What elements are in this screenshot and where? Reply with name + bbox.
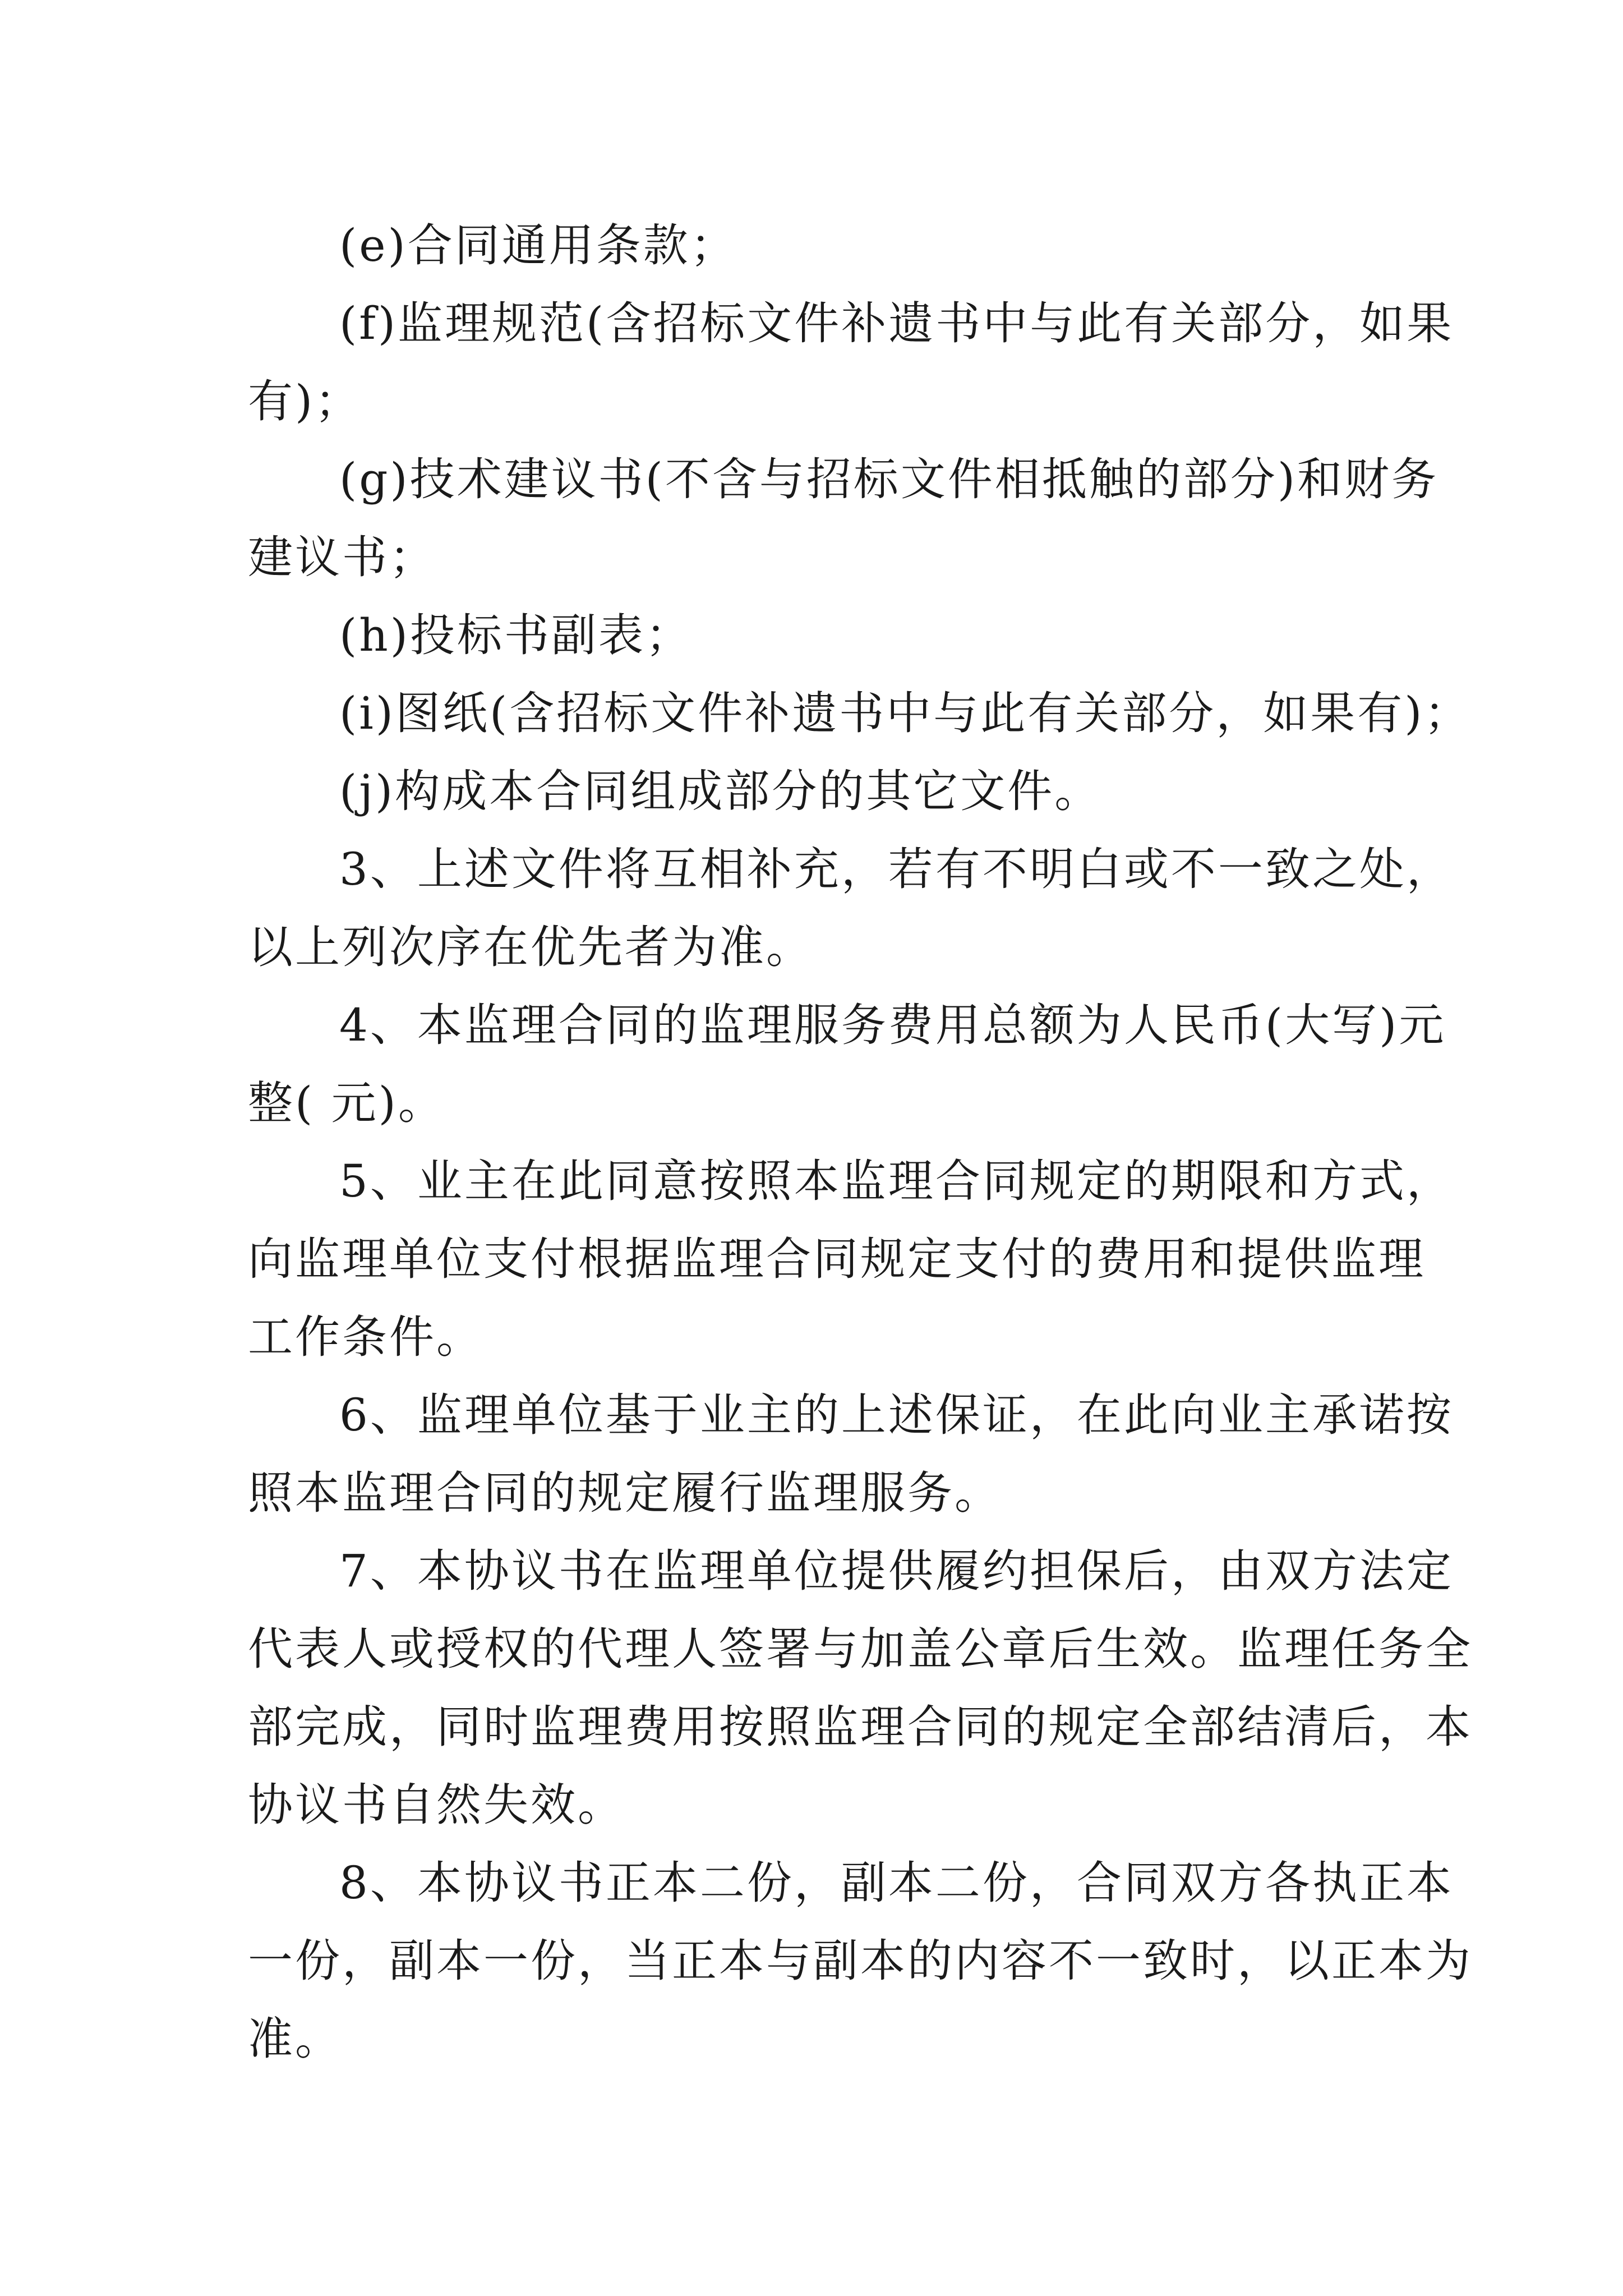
article-5 <box>248 1142 1454 1376</box>
article-6 <box>248 1376 1454 1532</box>
text-line: (e)合同通用条款； <box>339 219 737 272</box>
text-line: 协议书自然失效。 <box>248 1779 625 1831</box>
clause-j <box>248 752 1387 830</box>
clause-f <box>248 284 1454 440</box>
text-line: 准。 <box>248 2013 342 2065</box>
text-line: 8、本协议书正本二份，副本二份，合同双方各执正本 <box>339 1857 1454 1909</box>
article-4 <box>248 986 1446 1142</box>
text-line: 5、业主在此同意按照本监理合同规定的期限和方式， <box>339 1155 1454 1207</box>
text-line: 代表人或授权的代理人签署与加盖公章后生效。监理任务全 <box>248 1623 1473 1675</box>
clause-e <box>248 206 1387 284</box>
text-line: 4、本监理合同的监理服务费用总额为人民币(大写)元 <box>339 999 1446 1051</box>
clause-g <box>248 440 1439 596</box>
text-line: 一份，副本一份，当正本与副本的内容不一致时，以正本为 <box>248 1935 1473 1987</box>
text-line: (j)构成本合同组成部分的其它文件。 <box>339 765 1102 817</box>
text-line: (g)技术建议书(不含与招标文件相抵触的部分)和财务 <box>339 453 1439 505</box>
article-7 <box>248 1532 1473 1844</box>
text-line: 有)； <box>248 375 362 427</box>
text-line: (h)投标书副表； <box>339 609 693 661</box>
text-line: 工作条件。 <box>248 1311 483 1363</box>
document-body <box>248 206 1473 2078</box>
text-line: 整( 元)。 <box>248 1077 445 1129</box>
text-line: (f)监理规范(含招标文件补遗书中与此有关部分，如果 <box>339 297 1454 349</box>
clause-h <box>248 596 1387 674</box>
text-line: 7、本协议书在监理单位提供履约担保后，由双方法定 <box>339 1545 1454 1597</box>
text-line: 以上列次序在优先者为准。 <box>248 921 813 973</box>
text-line: 照本监理合同的规定履行监理服务。 <box>248 1467 1002 1519</box>
text-line: 向监理单位支付根据监理合同规定支付的费用和提供监理 <box>248 1233 1426 1285</box>
text-line: 建议书； <box>248 531 436 583</box>
clause-i <box>248 674 1472 752</box>
article-8 <box>248 1844 1473 2078</box>
text-line: 3、上述文件将互相补充，若有不明白或不一致之处， <box>339 843 1454 895</box>
article-3 <box>248 830 1454 986</box>
text-line: 6、监理单位基于业主的上述保证，在此向业主承诺按 <box>339 1389 1454 1441</box>
text-line: (i)图纸(含招标文件补遗书中与此有关部分，如果有)； <box>339 687 1472 739</box>
text-line: 部完成，同时监理费用按照监理合同的规定全部结清后，本 <box>248 1701 1473 1753</box>
